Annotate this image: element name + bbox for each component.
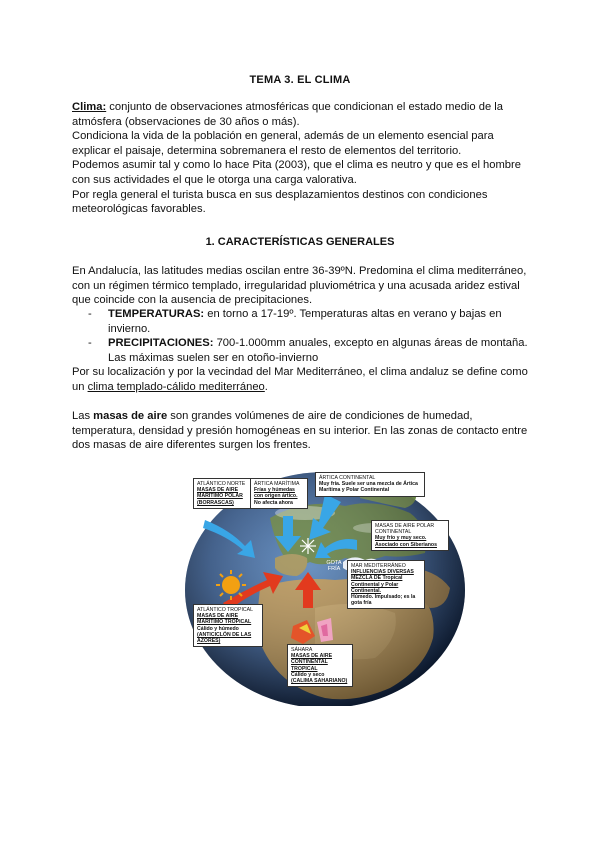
page-title: TEMA 3. EL CLIMA [249, 74, 351, 86]
label-note: No afecta ahora [254, 499, 293, 506]
label-polar-continental [371, 520, 449, 551]
localizacion-paragraph [72, 365, 532, 394]
label-title: ATLÁNTICO TROPICAL [197, 607, 254, 613]
label-atlantico-norte [193, 478, 255, 509]
bullet-text: en torno a 17-19º. Temperaturas altas en verano y bajas en invierno. [108, 308, 502, 335]
bullet-label: PRECIPITACIONES: [108, 337, 214, 349]
label-title: ÁRTICA CONTINENTAL [319, 475, 376, 481]
label-text: MASAS DE AIRE CONTINENTAL TROPICAL [291, 653, 333, 672]
label-gota-fria: GOTA FRÍA [326, 560, 342, 572]
bullet-label: TEMPERATURAS: [108, 308, 205, 320]
snowflake-icon [300, 538, 316, 554]
text-run: son grandes volúmenes de aire de condiciones de humedad, temperatura, densidad y presión homogéneas en su interior. En las zonas de contacto entre dos masas de aire diferentes surgen los frentes. [72, 410, 528, 452]
label-artica-maritima [250, 478, 308, 509]
clima-term: Clima: [72, 101, 107, 113]
intro-line-2: Condiciona la vida de la población en general, además de un elemento esencial para explicar el paisaje, determina sobremanera el resto de elementos del territorio. [72, 130, 494, 157]
masas-aire-term: masas de aire [93, 410, 168, 422]
label-note: Húmedo. Impulsado; es la gota fría [351, 594, 416, 607]
label-artica-continental [315, 472, 425, 497]
label-note: Cálido y seco [291, 671, 325, 678]
text-run: Por su localización y por la vecindad del Mar Mediterráneo, el clima andaluz se define como un [72, 366, 528, 393]
masas-aire-paragraph [72, 409, 532, 453]
intro-line-3: Podemos asumir tal y como lo hace Pita (2003), que el clima es neutro y que es el hombre con sus actividades el que le otorga una carga valorativa. [72, 159, 521, 186]
text-run: Las [72, 410, 94, 422]
clima-link-text: clima templado-cálido mediterráneo [87, 380, 265, 393]
clima-definition: conjunto de observaciones atmosféricas que condicionan el estado medio de la atmósfera (observaciones de 30 años o más). [72, 101, 503, 128]
bullet-temperaturas: - TEMPERATURAS: en torno a 17-19º. Temperaturas altas en verano y bajas en invierno. [88, 308, 502, 335]
andalucia-paragraph: En Andalucía, las latitudes medias oscilan entre 36-39ºN. Predomina el clima mediterráneo, con un régimen térmico templado, irregularidad pluviométrica y una acusada aridez estival que coincide con la ausencia de precipitaciones. [72, 265, 527, 307]
label-text: Muy fría. Suele ser una mezcla de Ártica Marítima y Polar Continental [319, 481, 418, 494]
label-text: INFLUENCIAS DIVERSAS MEZCLA DE Tropical Continental y Polar Continental. [351, 569, 414, 594]
label-title: MASAS DE AIRE POLAR CONTINENTAL [375, 523, 435, 536]
label-text: Frías y húmedas con origen ártico. [254, 487, 298, 500]
label-text: MASAS DE AIRE MARÍTIMO POLAR (BORRASCAS) [197, 487, 243, 506]
bullet-text: 700-1.000mm anuales, excepto en algunas áreas de montaña. Las máximas suelen ser en otoño-invierno [108, 337, 528, 364]
label-note: Cálido y húmedo [197, 625, 239, 632]
bullet-precipitaciones: - PRECIPITACIONES: 700-1.000mm anuales, excepto en algunas áreas de montaña. Las máximas suelen ser en otoño-invierno [88, 337, 528, 364]
label-title: ÁRTICA MARÍTIMA [254, 481, 300, 487]
text-run: . [264, 380, 268, 393]
intro-paragraph [72, 100, 532, 217]
label-text: (CALIMA SAHARIANO) [291, 678, 348, 685]
label-title: SÁHARA [291, 647, 313, 653]
label-sahara [287, 644, 353, 687]
label-title: MAR MEDITERRÁNEO [351, 563, 406, 569]
label-atlantico-tropical [193, 604, 263, 647]
label-text: (ANTICICLÓN DE LAS AZORES) [197, 631, 252, 645]
label-text: MASAS DE AIRE MARÍTIMO TROPICAL [197, 613, 252, 626]
label-text: Muy frío y muy seco. Asociado con Siberianos [375, 535, 437, 548]
label-title: ATLÁNTICO NORTE [197, 481, 246, 487]
intro-line-4: Por regla general el turista busca en sus desplazamientos destinos con condiciones meteorológicas favorables. [72, 188, 488, 216]
section-heading: 1. CARACTERÍSTICAS GENERALES [205, 236, 395, 248]
label-mar-mediterraneo [347, 560, 425, 609]
air-masses-figure [175, 458, 465, 706]
